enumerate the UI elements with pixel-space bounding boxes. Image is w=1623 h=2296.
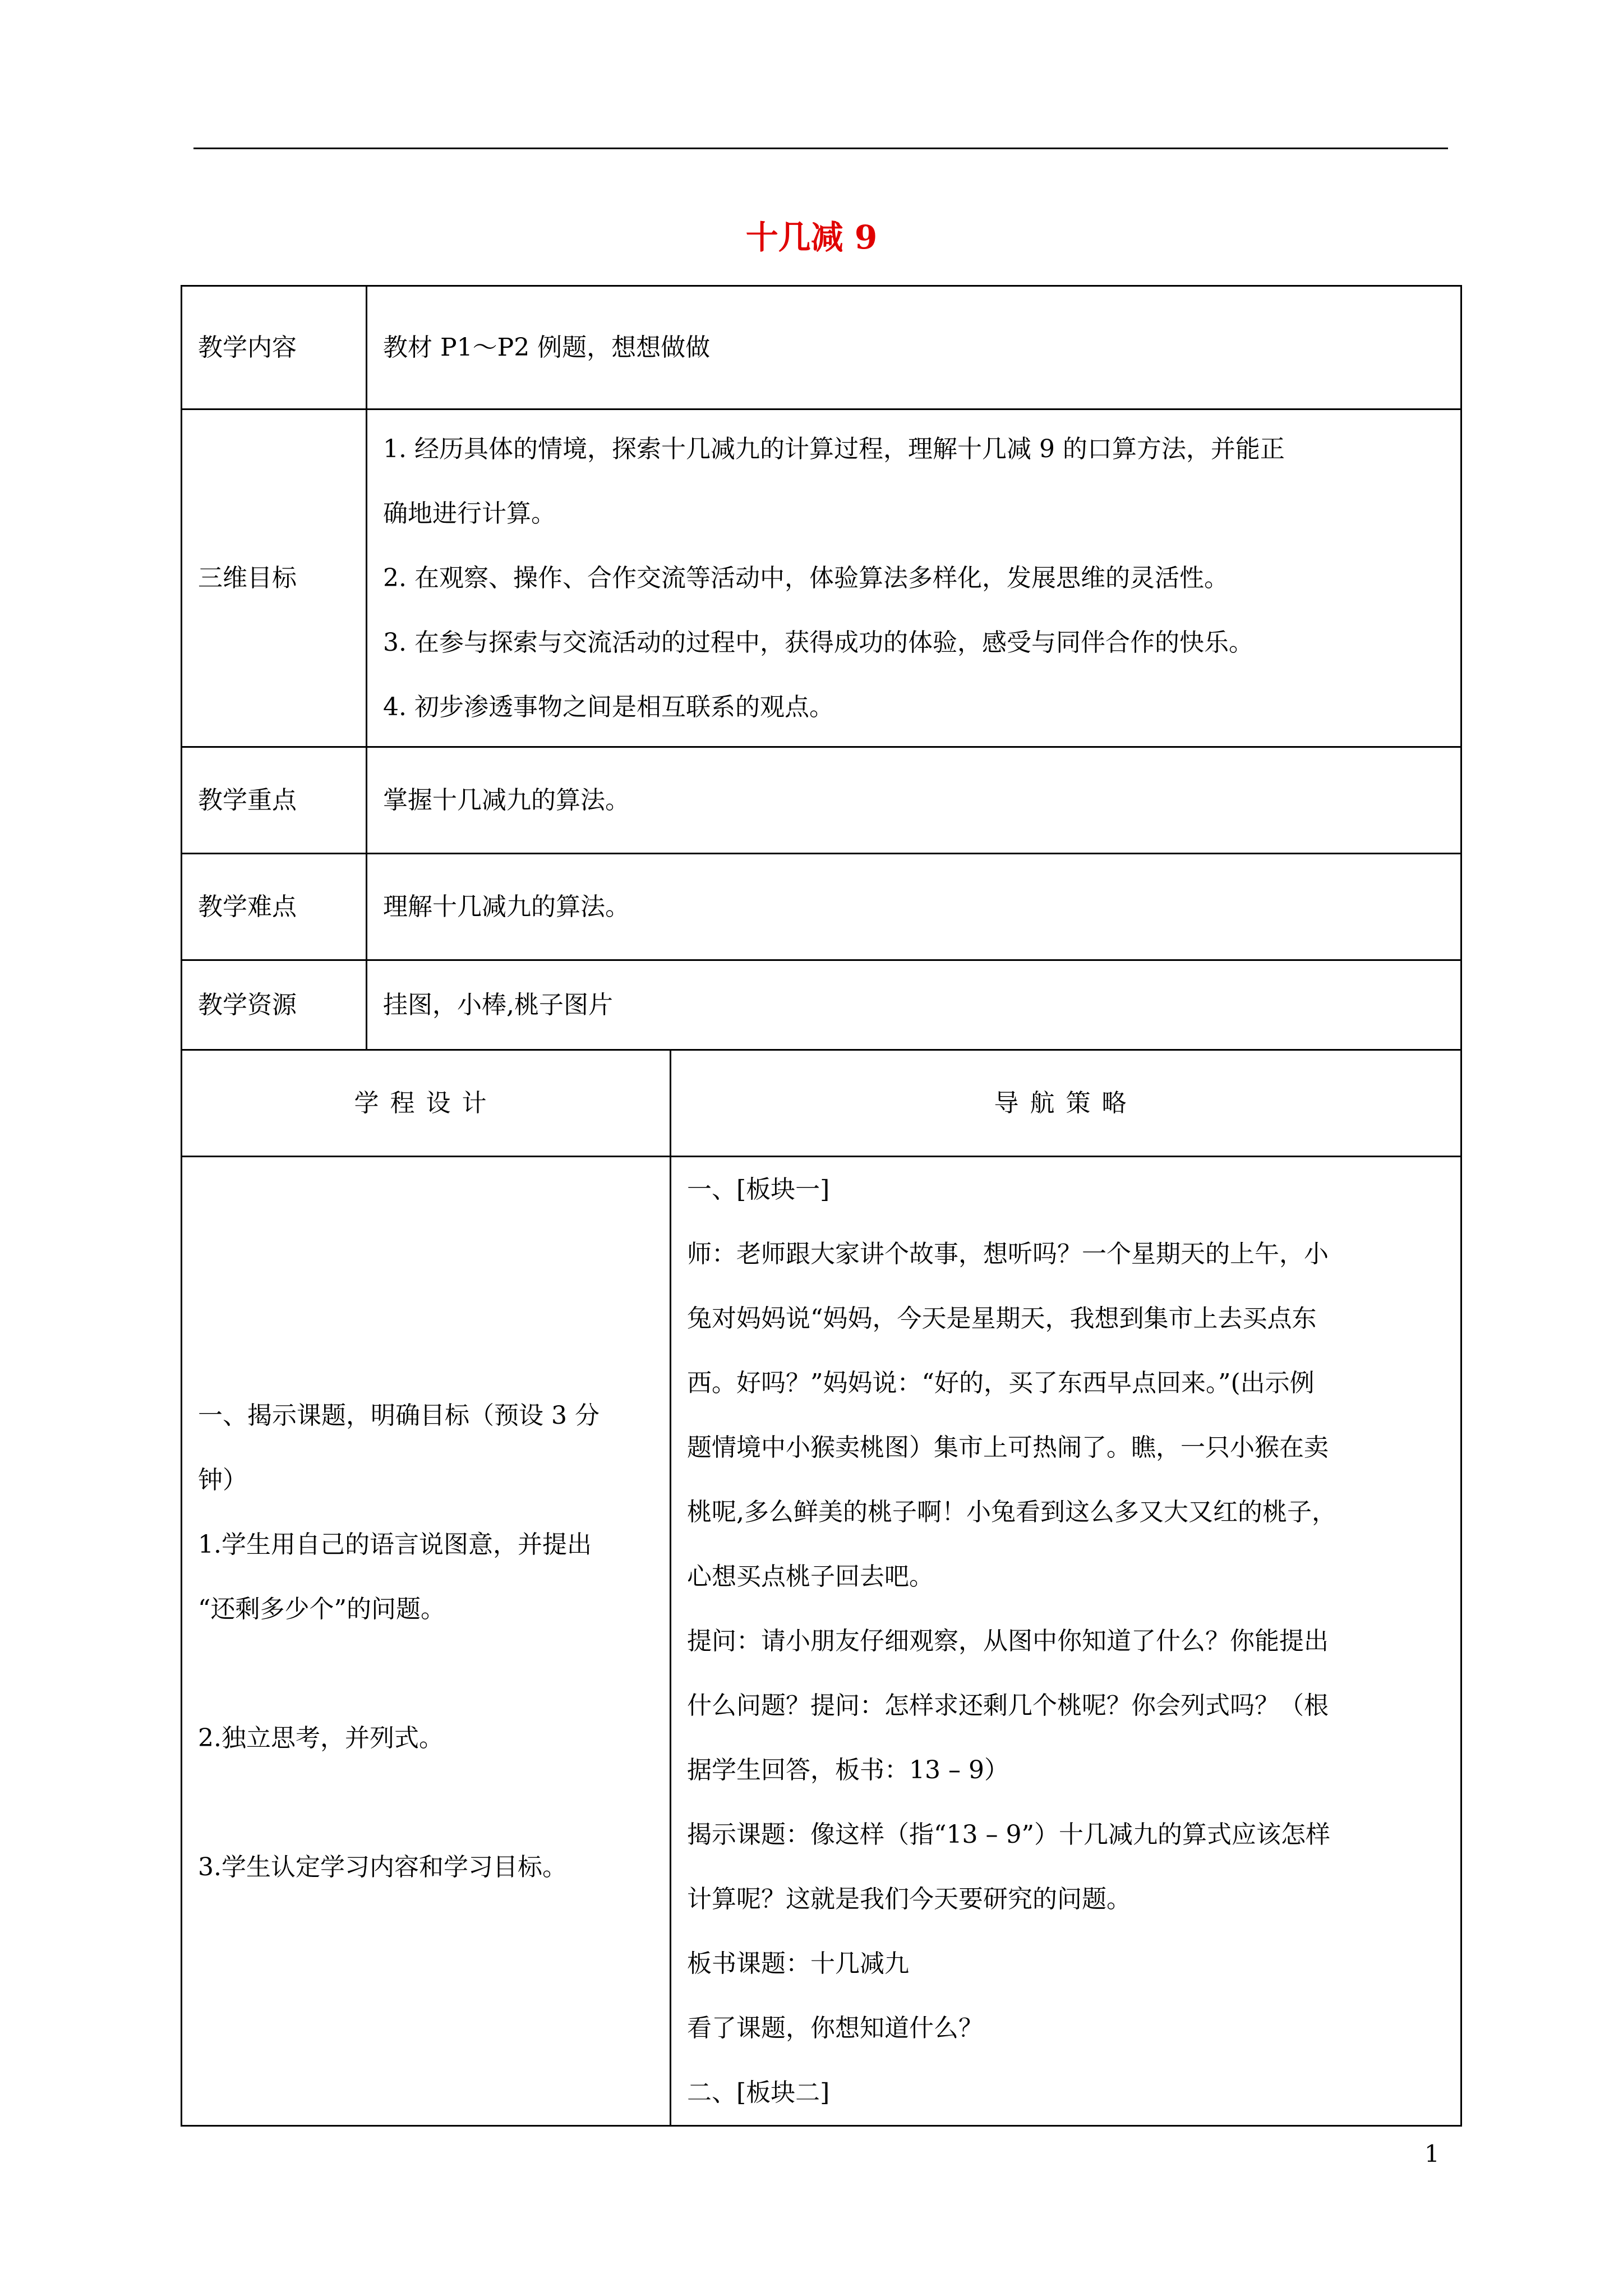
row-lesson-body — [182, 1157, 1461, 2126]
page-title: 十几减 9 — [745, 218, 878, 256]
text-line: 一、揭示课题，明确目标（预设 3 分 — [198, 1401, 600, 1430]
text-line: 西。好吗？”妈妈说：“好的，买了东西早点回来。”(出示例 — [687, 1369, 1315, 1397]
text-line: 计算呢？这就是我们今天要研究的问题。 — [687, 1885, 1131, 1913]
text-line: “还剩多少个”的问题。 — [198, 1594, 445, 1623]
page-number: 1 — [1424, 2140, 1440, 2168]
lesson-plan-table — [181, 285, 1462, 2127]
text-line: 板书课题：十几减九 — [687, 1949, 909, 1978]
text-line: 题情境中小猴卖桃图）集市上可热闹了。瞧，一只小猴在卖 — [687, 1433, 1329, 1462]
learning-design-column — [182, 1157, 671, 2126]
text-line: 什么问题？提问：怎样求还剩几个桃呢？你会列式吗？（根 — [687, 1691, 1329, 1720]
label-teaching-resources: 教学资源 — [182, 960, 367, 1050]
value-teaching-content: 教材 P1～P2 例题，想想做做 — [367, 286, 1461, 409]
row-teaching-difficulty — [182, 854, 1461, 960]
text-line: 心想买点桃子回去吧。 — [687, 1562, 934, 1591]
value-teaching-difficulty: 理解十几减九的算法。 — [367, 854, 1461, 960]
text-line: 提问：请小朋友仔细观察，从图中你知道了什么？你能提出 — [687, 1627, 1329, 1655]
text-line: 1.学生用自己的语言说图意，并提出 — [198, 1530, 592, 1559]
goal-line: 4. 初步渗透事物之间是相互联系的观点。 — [383, 693, 834, 721]
goal-line: 3. 在参与探索与交流活动的过程中，获得成功的体验，感受与同伴合作的快乐。 — [383, 628, 1253, 657]
text-line: 看了课题，你想知道什么？ — [687, 2014, 983, 2042]
row-teaching-resources — [182, 960, 1461, 1050]
text-line: 桃呢,多么鲜美的桃子啊！小兔看到这么多又大又红的桃子， — [687, 1498, 1336, 1526]
heading-learning-design: 学程设计 — [182, 1050, 671, 1157]
value-teaching-focus: 掌握十几减九的算法。 — [367, 747, 1461, 854]
text-line: 钟） — [198, 1465, 247, 1494]
label-teaching-focus: 教学重点 — [182, 747, 367, 854]
row-teaching-content — [182, 286, 1461, 409]
text-line: 二、[板块二] — [687, 2078, 830, 2107]
text-line: 3.学生认定学习内容和学习目标。 — [198, 1852, 567, 1881]
spacer — [198, 1770, 654, 1835]
text-line: 师：老师跟大家讲个故事，想听吗？一个星期天的上午，小 — [687, 1240, 1329, 1268]
goal-line: 1. 经历具体的情境，探索十几减九的计算过程，理解十几减 9 的口算方法，并能正 — [383, 435, 1285, 463]
row-column-headings — [182, 1050, 1461, 1157]
label-three-dimensional-goals: 三维目标 — [182, 409, 367, 747]
heading-guidance-strategy: 导航策略 — [671, 1050, 1461, 1157]
guidance-strategy-column — [671, 1157, 1461, 2126]
text-line: 揭示课题：像这样（指“13 – 9”）十几减九的算式应该怎样 — [687, 1820, 1330, 1849]
value-teaching-resources: 挂图，小棒,桃子图片 — [367, 960, 1461, 1050]
label-teaching-content: 教学内容 — [182, 286, 367, 409]
row-three-dimensional-goals — [182, 409, 1461, 747]
header-rule — [193, 148, 1448, 149]
label-teaching-difficulty: 教学难点 — [182, 854, 367, 960]
goal-line: 2. 在观察、操作、合作交流等活动中，体验算法多样化，发展思维的灵活性。 — [383, 564, 1229, 592]
text-line: 2.独立思考，并列式。 — [198, 1723, 444, 1752]
value-three-dimensional-goals — [367, 409, 1461, 747]
row-teaching-focus — [182, 747, 1461, 854]
goal-line: 确地进行计算。 — [383, 499, 556, 528]
text-line: 兔对妈妈说“妈妈，今天是星期天，我想到集市上去买点东 — [687, 1304, 1317, 1333]
spacer — [198, 1641, 654, 1706]
text-line: 一、[板块一] — [687, 1175, 830, 1204]
text-line: 据学生回答，板书：13 – 9） — [687, 1756, 1009, 1784]
